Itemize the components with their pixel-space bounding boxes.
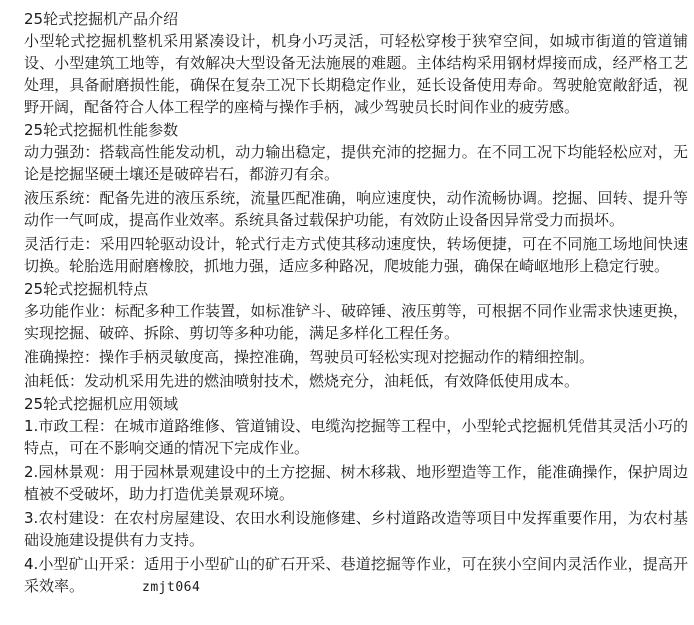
section-heading-performance: 25轮式挖掘机性能参数 — [24, 121, 179, 139]
performance-hydraulic-paragraph: 液压系统：配备先进的液压系统，流量匹配准确，响应速度快，动作流畅协调。挖掘、回转、提升等动作一气呵成，提高作业效率。系统具备过载保护功能，有效防止设备因异常受力而损坏。 — [24, 189, 688, 229]
features-multifunction-paragraph: 多功能作业：标配多种工作装置，如标准铲斗、破碎锤、液压剪等，可根据不同作业需求快速更换，实现挖掘、破碎、拆除、剪切等多种功能，满足多样化工程任务。 — [24, 302, 688, 342]
performance-power-paragraph: 动力强劲：搭载高性能发动机，动力输出稳定，提供充沛的挖掘力。在不同工况下均能轻松应对，无论是挖掘坚硬土壤还是破碎岩石，都游刃有余。 — [24, 143, 688, 183]
section-heading-features: 25轮式挖掘机特点 — [24, 280, 149, 298]
applications-rural-paragraph: 3.农村建设：在农村房屋建设、农田水利设施修建、乡村道路改造等项目中发挥重要作用，为农村基础设施建设提供有力支持。 — [24, 509, 688, 549]
features-control-paragraph: 准确操控：操作手柄灵敏度高，操控准确，驾驶员可轻松实现对挖掘动作的精细控制。 — [24, 348, 595, 366]
footer-code: zmjt064 — [142, 580, 201, 595]
applications-mining-paragraph — [24, 553, 688, 599]
performance-travel-paragraph: 灵活行走：采用四轮驱动设计，轮式行走方式使其移动速度快，转场便捷，可在不同施工场地间快速切换。轮胎选用耐磨橡胶，抓地力强，适应多种路况，爬坡能力强，确保在崎岖地形上稳定行驶。 — [24, 235, 688, 275]
section-heading-intro: 25轮式挖掘机产品介绍 — [24, 10, 179, 28]
features-fuel-paragraph: 油耗低：发动机采用先进的燃油喷射技术，燃烧充分，油耗低，有效降低使用成本。 — [24, 372, 580, 390]
applications-landscape-paragraph: 2.园林景观：用于园林景观建设中的土方挖掘、树木移栽、地形塑造等工作，能准确操作，保护周边植被不受破坏，助力打造优美景观环境。 — [24, 463, 688, 503]
section-heading-applications: 25轮式挖掘机应用领域 — [24, 395, 179, 413]
applications-mining-text: 4.小型矿山开采：适用于小型矿山的矿石开采、巷道挖掘等作业，可在狭小空间内灵活作业，提高开采效率。 — [24, 555, 688, 595]
intro-paragraph: 小型轮式挖掘机整机采用紧凑设计，机身小巧灵活，可轻松穿梭于狭窄空间，如城市街道的管道铺设、小型建筑工地等，有效解决大型设备无法施展的难题。主体结构采用钢材焊接而成，经严格工艺处理，具备耐磨损性能，确保在复杂工况下长期稳定作业，延长设备使用寿命。驾驶舱宽敞舒适，视野开阔，配备符合人体工程学的座椅与操作手柄，减少驾驶员长时间作业的疲劳感。 — [24, 32, 688, 116]
applications-municipal-paragraph: 1.市政工程：在城市道路维修、管道铺设、电缆沟挖掘等工程中，小型轮式挖掘机凭借其灵活小巧的特点，可在不影响交通的情况下完成作业。 — [24, 417, 688, 457]
